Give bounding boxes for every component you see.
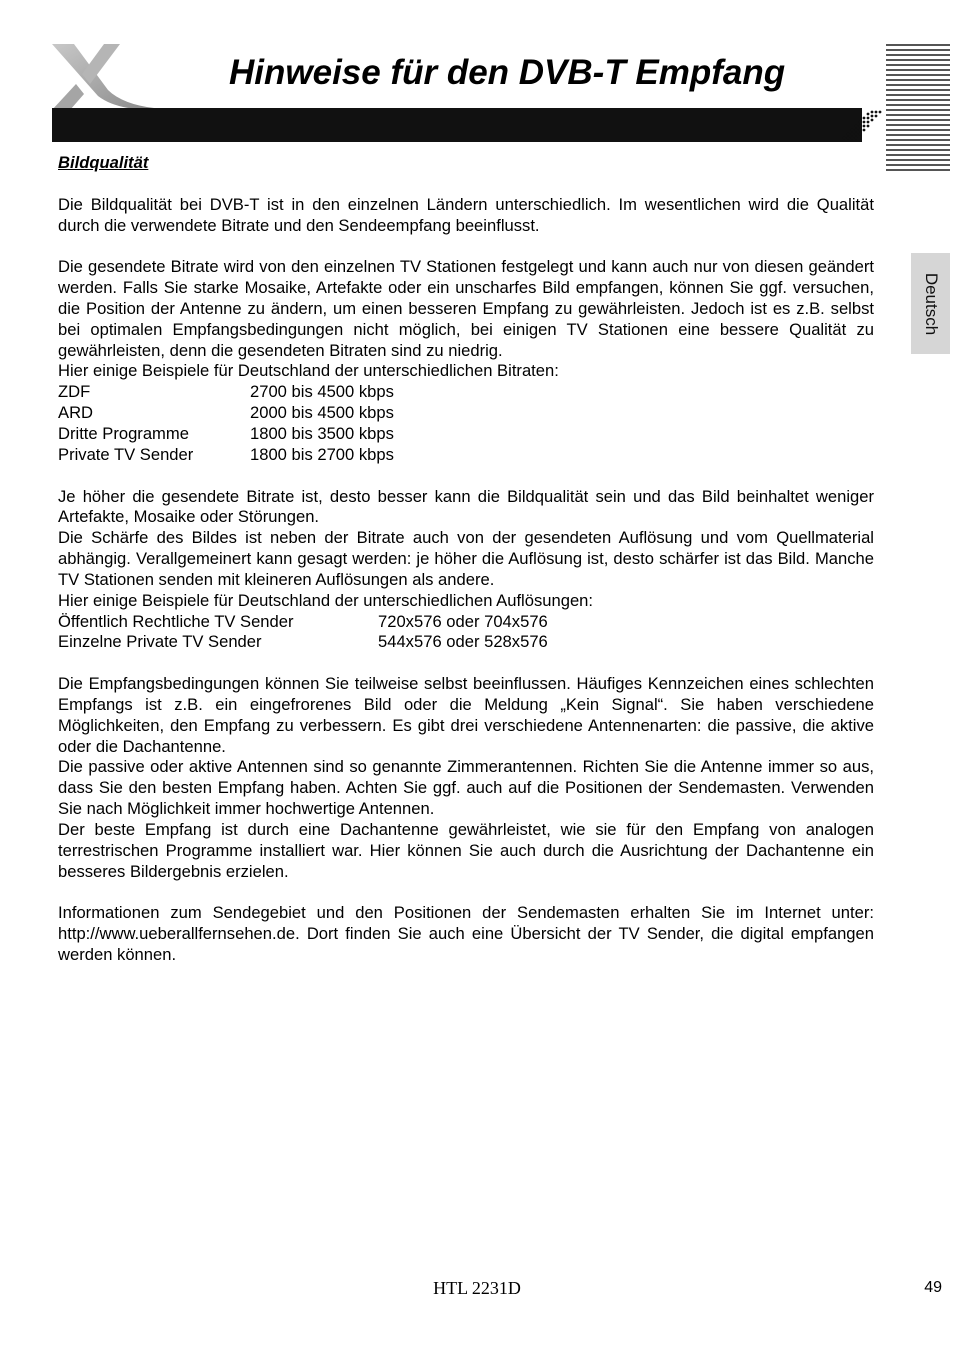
station-name: Einzelne Private TV Sender [58,632,262,652]
paragraph-bitrate: Die gesendete Bitrate wird von den einzelnen TV Stationen festgelegt und kann auch nur von diesen geändert werden. Falls Sie starke Mosaike, Artefakte oder ein unscharfes Bild empfangen, können Sie ggf. versuchen, die Position der Antenne zu ändern, um einen besseren Empfang zu gewährleisten. Jedoch ist es z.B. selbst bei optimalen Empfangsbedingungen nicht möglich, bei einigen TV Stationen eine bessere Qualität zu gewährleisten, denn die gesendeten Bitraten sind zu niedrig. [58,257,874,360]
table-row [58,403,394,424]
language-tab-label: Deutsch [921,272,941,335]
station-name: Private TV Sender [58,444,194,464]
resolution-table [58,612,548,654]
paragraph-roof-antenna: Der beste Empfang ist durch eine Dachantenne gewährleistet, wie sie für den Empfang von analogen terrestrischen Programme installiert war. Hier können Sie auch durch die Ausrichtung der Dachantenne ein besseres Bildergebnis erzielen. [58,820,874,881]
paragraph-indoor-antenna: Die passive oder aktive Antennen sind so genannte Zimmerantennen. Richten Sie die Antenne immer so aus, dass Sie den besten Empfang haben. Achten Sie ggf. auch auf die Positionen der Sendemasten. Verwenden Sie nach Möglichkeit immer hochwertige Antennen. [58,757,874,819]
station-name: Dritte Programme [58,423,189,443]
station-name: Öffentlich Rechtliche TV Sender [58,611,294,631]
resolution-value: 720x576 oder 704x576 [378,611,548,631]
paragraph-info: Informationen zum Sendegebiet und den Positionen der Sendemasten erhalten Sie im Internet unter: http://www.ueberallfernsehen.de. Dort finden Sie auch eine Übersicht der TV Sender, die digital empfangen werden können. [58,903,874,965]
bitrate-table [58,382,394,465]
title-bar-dots [840,108,884,142]
table-row [58,632,548,653]
table-row [58,445,394,466]
brand-logo [46,40,156,112]
table-row [58,612,548,633]
paragraph-intro: Die Bildqualität bei DVB-T ist in den einzelnen Ländern unterschiedlich. Im wesentlichen wird die Qualität durch die verwendete Bitrate und den Sendeempfang beeinflusst. [58,194,874,235]
table-row [58,382,394,403]
main-content [58,153,874,966]
paragraph-resolution-examples: Hier einige Beispiele für Deutschland der unterschiedlichen Auflösungen: [58,590,594,610]
bitrate-value: 2000 bis 4500 kbps [250,403,394,423]
station-name: ARD [58,403,94,423]
paragraph-sharpness: Die Schärfe des Bildes ist neben der Bitrate auch von der gesendeten Auflösung und vom Quellmaterial abhängig. Verallgemeinert kann gesagt werden: je höher die Auflösung ist, desto schärfer ist das Bild. Manche TV Stationen senden mit kleineren Auflösungen als andere. [58,528,874,589]
paragraph-quality: Je höher die gesendete Bitrate ist, desto besser kann die Bildqualität sein und das Bild beinhaltet weniger Artefakte, Mosaike oder Störungen. [58,486,874,527]
page-number: 49 [924,1279,942,1296]
bitrate-value: 2700 bis 4500 kbps [250,382,394,402]
page-title: Hinweise für den DVB-T Empfang [229,53,786,92]
section-heading: Bildqualität [58,153,149,172]
paragraph-bitrate-examples: Hier einige Beispiele für Deutschland der unterschiedlichen Bitraten: [58,361,559,381]
paragraph-reception: Die Empfangsbedingungen können Sie teilweise selbst beeinflussen. Häufiges Kennzeichen eines schlechten Empfangs ist z.B. ein eingefrorenes Bild oder die Meldung „Kein Signal“. Sie haben verschiedene Möglichkeiten, den Empfang zu verbessern. Es gibt drei verschiedene Antennenarten: die passive, die aktive oder die Dachantenne. [58,674,874,756]
station-name: ZDF [58,382,91,402]
title-bar [52,108,862,142]
table-row [58,424,394,445]
bitrate-value: 1800 bis 3500 kbps [250,423,394,443]
footer-model: HTL 2231D [433,1278,521,1298]
bitrate-value: 1800 bis 2700 kbps [250,444,394,464]
edge-stripes [886,44,950,172]
resolution-value: 544x576 oder 528x576 [378,632,548,652]
language-tab [911,253,950,354]
